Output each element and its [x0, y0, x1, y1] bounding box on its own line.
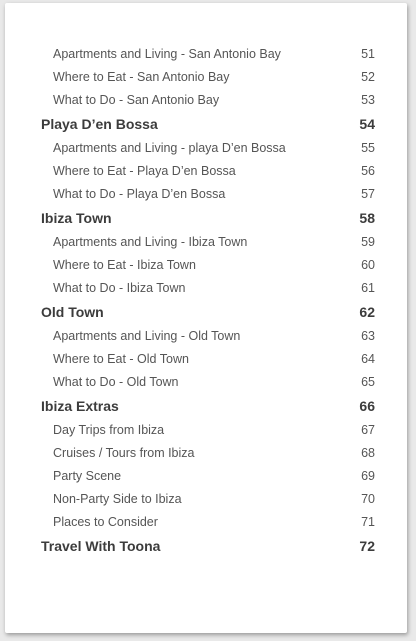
- toc-entry[interactable]: [5, 348, 407, 371]
- toc-entry-title: What to Do - Old Town: [53, 375, 179, 389]
- toc-section-page-number: 62: [359, 304, 375, 320]
- toc-section-page-number: 58: [359, 210, 375, 226]
- toc-entry-page-number: 57: [361, 187, 375, 201]
- toc-section[interactable]: [5, 394, 407, 419]
- toc-entry[interactable]: [5, 254, 407, 277]
- toc-entry-title: Where to Eat - Playa D’en Bossa: [53, 164, 236, 178]
- toc-entry[interactable]: [5, 442, 407, 465]
- toc-entry[interactable]: [5, 325, 407, 348]
- toc-entry-title: Where to Eat - San Antonio Bay: [53, 70, 230, 84]
- toc-entry-page-number: 55: [361, 141, 375, 155]
- toc-entry-title: What to Do - Ibiza Town: [53, 281, 186, 295]
- toc-section-title: Travel With Toona: [41, 538, 161, 554]
- toc-entry-page-number: 64: [361, 352, 375, 366]
- toc-entry[interactable]: [5, 43, 407, 66]
- toc-entry-page-number: 70: [361, 492, 375, 506]
- toc-entry-page-number: 53: [361, 93, 375, 107]
- toc-section-title: Ibiza Extras: [41, 398, 119, 414]
- toc-section[interactable]: [5, 534, 407, 559]
- toc-entry-page-number: 61: [361, 281, 375, 295]
- toc-entry[interactable]: [5, 277, 407, 300]
- toc-section-page-number: 72: [359, 538, 375, 554]
- toc-entry-title: Non-Party Side to Ibiza: [53, 492, 182, 506]
- toc-entry-title: Where to Eat - Old Town: [53, 352, 189, 366]
- toc-entry[interactable]: [5, 160, 407, 183]
- toc-entry[interactable]: [5, 89, 407, 112]
- toc-entry[interactable]: [5, 231, 407, 254]
- toc-section-title: Playa D’en Bossa: [41, 116, 158, 132]
- toc-entry-title: Apartments and Living - Ibiza Town: [53, 235, 248, 249]
- toc-entry[interactable]: [5, 371, 407, 394]
- toc-entry-title: Apartments and Living - playa D’en Bossa: [53, 141, 286, 155]
- toc-entry-title: Party Scene: [53, 469, 122, 483]
- toc-entry-title: Apartments and Living - Old Town: [53, 329, 241, 343]
- toc-entry-title: Cruises / Tours from Ibiza: [53, 446, 195, 460]
- toc-entry-page-number: 56: [361, 164, 375, 178]
- document-page: [5, 3, 407, 633]
- toc-section[interactable]: [5, 206, 407, 231]
- toc-entry-title: Apartments and Living - San Antonio Bay: [53, 47, 281, 61]
- toc-entry[interactable]: [5, 419, 407, 442]
- toc-entry-page-number: 69: [361, 469, 375, 483]
- toc-entry[interactable]: [5, 137, 407, 160]
- toc-entry-title: What to Do - San Antonio Bay: [53, 93, 220, 107]
- toc-entry[interactable]: [5, 511, 407, 534]
- toc-entry-page-number: 59: [361, 235, 375, 249]
- table-of-contents: [5, 43, 407, 559]
- toc-entry[interactable]: [5, 465, 407, 488]
- toc-section-page-number: 54: [359, 116, 375, 132]
- toc-section[interactable]: [5, 112, 407, 137]
- toc-entry-title: Day Trips from Ibiza: [53, 423, 165, 437]
- toc-section-title: Ibiza Town: [41, 210, 112, 226]
- toc-entry-page-number: 67: [361, 423, 375, 437]
- toc-section[interactable]: [5, 300, 407, 325]
- toc-section-page-number: 66: [359, 398, 375, 414]
- toc-entry-page-number: 60: [361, 258, 375, 272]
- toc-entry-title: Places to Consider: [53, 515, 158, 529]
- toc-section-title: Old Town: [41, 304, 104, 320]
- toc-entry[interactable]: [5, 183, 407, 206]
- toc-entry-page-number: 68: [361, 446, 375, 460]
- toc-entry[interactable]: [5, 66, 407, 89]
- toc-entry-page-number: 71: [361, 515, 375, 529]
- toc-entry-title: What to Do - Playa D’en Bossa: [53, 187, 226, 201]
- toc-entry-page-number: 51: [361, 47, 375, 61]
- toc-entry-title: Where to Eat - Ibiza Town: [53, 258, 196, 272]
- toc-entry[interactable]: [5, 488, 407, 511]
- toc-entry-page-number: 52: [361, 70, 375, 84]
- toc-entry-page-number: 63: [361, 329, 375, 343]
- toc-entry-page-number: 65: [361, 375, 375, 389]
